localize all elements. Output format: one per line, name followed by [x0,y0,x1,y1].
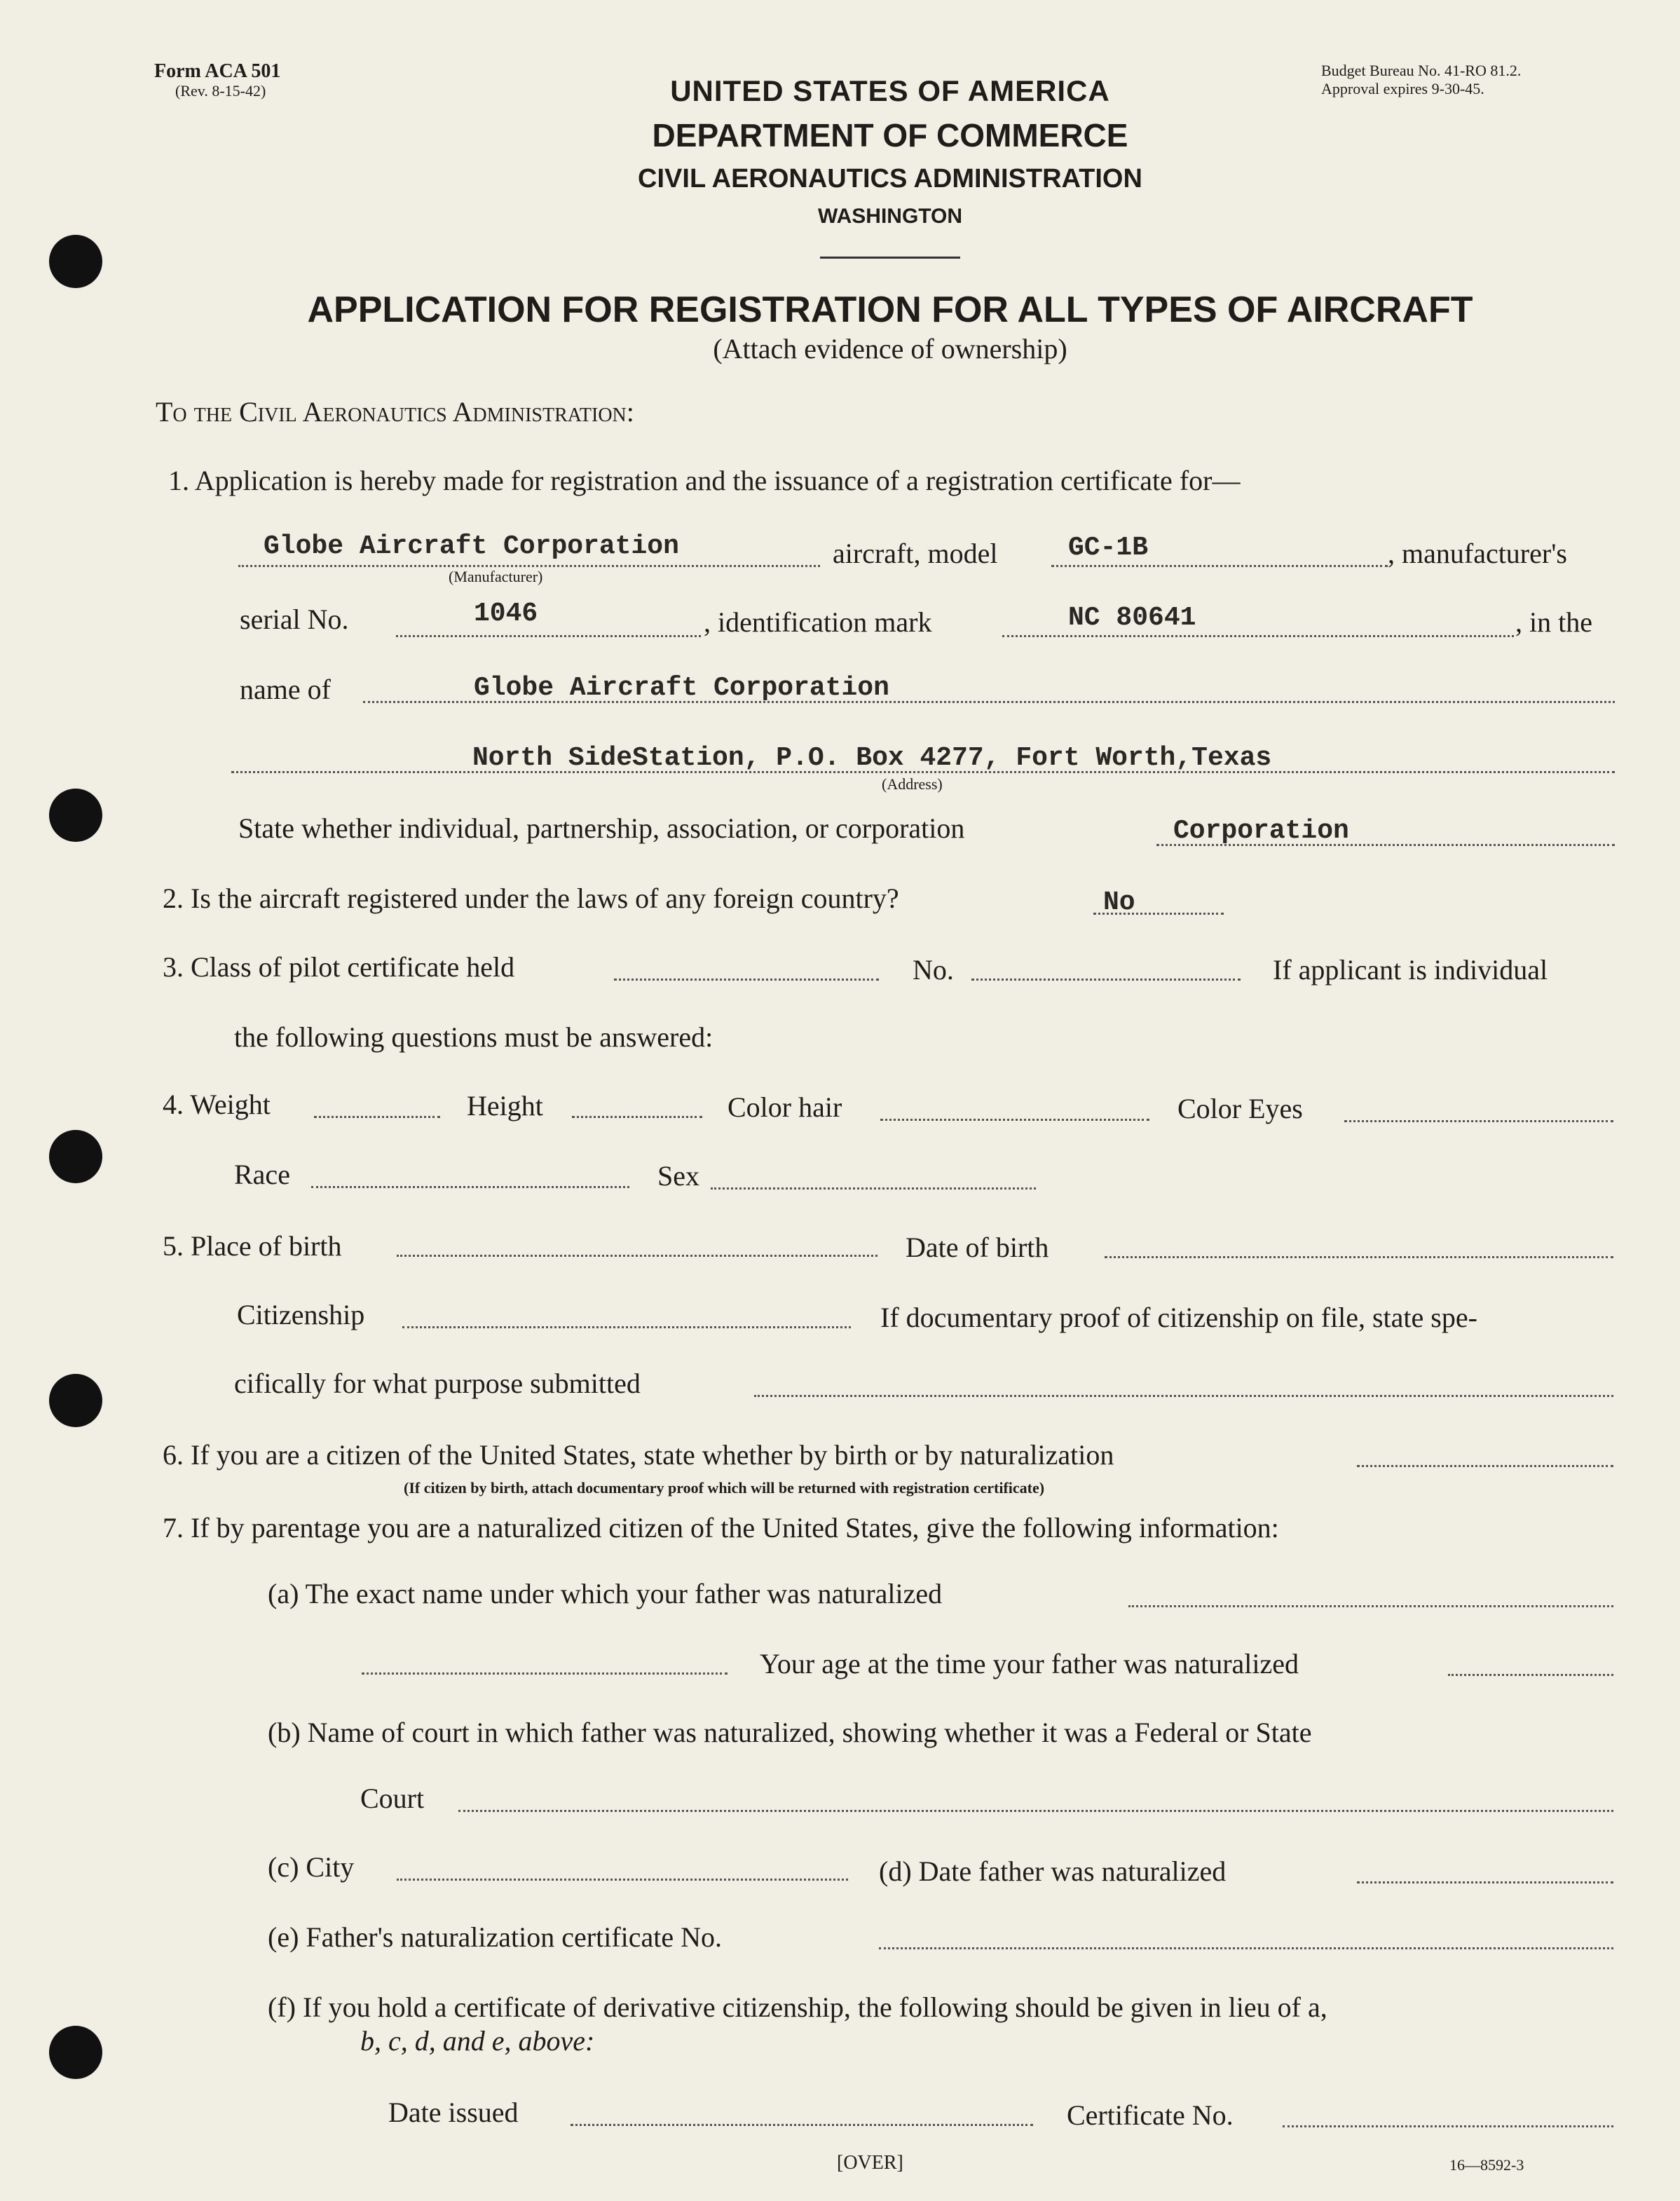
approval-expiry: Approval expires 9-30-45. [1321,80,1484,97]
binder-hole [49,2026,102,2079]
in-the-label: , in the [1515,606,1592,638]
citizenship-label: Citizenship [237,1299,365,1330]
certificate-no-label: Certificate No. [1067,2099,1234,2131]
form-subtitle: (Attach evidence of ownership) [713,333,1067,364]
question-7b: (b) Name of court in which father was naturalized, showing whether it was a Federal or State [268,1717,1312,1748]
question-7e: (e) Father's naturalization certificate No. [268,1921,723,1953]
certificate-no-field[interactable] [1283,2125,1613,2127]
model-value: GC-1B [1068,533,1149,563]
header-divider [820,257,960,259]
binder-hole [49,1374,102,1427]
birth-date-label: Date of birth [906,1232,1049,1263]
name-of-label: name of [240,674,331,705]
court-field[interactable] [458,1810,1613,1812]
age-at-naturalization-field[interactable] [1448,1674,1613,1676]
naturalization-cert-no-field[interactable] [879,1947,1613,1949]
serial-label: serial No. [240,604,349,635]
budget-bureau-no: Budget Bureau No. 41-RO 81.2. [1321,62,1522,79]
address-value: North SideStation, P.O. Box 4277, Fort Worth,Texas [472,743,1272,773]
date-issued-field[interactable] [571,2124,1033,2126]
birth-place-label: 5. Place of birth [163,1230,342,1262]
citizenship-field[interactable] [402,1326,851,1328]
race-field[interactable] [311,1186,629,1188]
father-naturalized-name-field-2[interactable] [362,1672,728,1675]
print-code: 16—8592-3 [1449,2156,1524,2174]
citizenship-type-field[interactable] [1357,1465,1613,1467]
sex-label: Sex [657,1160,699,1192]
question-6: 6. If you are a citizen of the United States, state whether by birth or by naturalization [163,1439,1114,1471]
entity-type-label: State whether individual, partnership, association, or corporation [238,812,965,844]
salutation: To the Civil Aeronautics Administration: [156,396,634,428]
eye-color-field[interactable] [1344,1120,1613,1122]
owner-name-field[interactable] [363,701,1615,703]
date-issued-label: Date issued [388,2097,519,2128]
binder-hole [49,235,102,288]
address-field[interactable] [231,771,1615,773]
pilot-cert-no-label: No. [913,954,954,986]
agency-line-1: UNITED STATES OF AMERICA [670,74,1110,107]
eye-color-label: Color Eyes [1177,1093,1303,1124]
question-7a: (a) The exact name under which your father was naturalized [268,1578,943,1609]
manufacturers-label: , manufacturer's [1388,538,1567,569]
serial-field[interactable] [396,635,701,637]
question-3-continuation: the following questions must be answered: [234,1021,713,1053]
question-7: 7. If by parentage you are a naturalized citizen of the United States, give the following information: [163,1512,1279,1544]
court-label: Court [360,1783,425,1814]
sex-field[interactable] [711,1187,1036,1190]
form-revision: (Rev. 8-15-42) [175,82,266,100]
weight-label: 4. Weight [163,1089,271,1120]
birth-date-field[interactable] [1105,1256,1613,1258]
serial-value: 1046 [474,599,538,629]
height-label: Height [467,1090,543,1122]
question-6-note: (If citizen by birth, attach documentary proof which will be returned with registration certificate) [404,1479,1045,1497]
purpose-label: cifically for what purpose submitted [234,1368,641,1399]
form-id: Form ACA 501 [154,60,281,82]
entity-type-field[interactable] [1156,844,1615,846]
question-3: 3. Class of pilot certificate held [163,951,515,983]
pilot-certificate-class-field[interactable] [614,979,879,981]
height-field[interactable] [572,1116,702,1118]
ident-value: NC 80641 [1068,603,1196,633]
binder-hole [49,789,102,842]
ident-label: , identification mark [704,606,932,638]
model-field[interactable] [1051,565,1388,567]
race-label: Race [234,1159,290,1190]
manufacturer-value: Globe Aircraft Corporation [264,531,679,561]
foreign-registration-value: No [1103,887,1135,918]
foreign-registration-field[interactable] [1093,913,1224,915]
birth-place-field[interactable] [397,1255,877,1257]
father-naturalized-name-field[interactable] [1128,1605,1613,1607]
weight-field[interactable] [314,1116,440,1118]
individual-label: If applicant is individual [1273,954,1548,986]
naturalization-date-field[interactable] [1357,1881,1613,1883]
agency-line-3: CIVIL AERONAUTICS ADMINISTRATION [638,164,1142,193]
owner-name-value: Globe Aircraft Corporation [474,673,889,703]
purpose-field[interactable] [754,1395,1613,1397]
question-1: 1. Application is hereby made for registration and the issuance of a registration certificate for— [168,465,1241,496]
city-field[interactable] [397,1879,848,1881]
pilot-certificate-no-field[interactable] [971,979,1241,981]
model-label: aircraft, model [833,538,998,569]
address-caption: (Address) [882,775,943,793]
question-7f-continuation: b, c, d, and e, above: [360,2025,595,2057]
hair-color-field[interactable] [880,1119,1149,1121]
question-7c: (c) City [268,1851,355,1883]
proof-label: If documentary proof of citizenship on file, state spe- [880,1302,1477,1333]
agency-line-2: DEPARTMENT OF COMMERCE [652,117,1128,154]
manufacturer-caption: (Manufacturer) [449,568,543,585]
over-marker: [OVER] [837,2152,903,2174]
ident-field[interactable] [1002,635,1514,637]
entity-type-value: Corporation [1173,816,1349,846]
agency-line-4: WASHINGTON [817,205,963,228]
hair-color-label: Color hair [728,1091,842,1123]
question-7d: (d) Date father was naturalized [879,1855,1227,1887]
question-7f: (f) If you hold a certificate of derivative citizenship, the following should be given in lieu of a, [268,1991,1327,2023]
manufacturer-field[interactable] [238,565,820,567]
question-2: 2. Is the aircraft registered under the laws of any foreign country? [163,883,899,914]
binder-hole [49,1130,102,1183]
form-title: APPLICATION FOR REGISTRATION FOR ALL TYPES OF AIRCRAFT [307,289,1473,330]
age-at-naturalization-label: Your age at the time your father was naturalized [760,1648,1299,1679]
